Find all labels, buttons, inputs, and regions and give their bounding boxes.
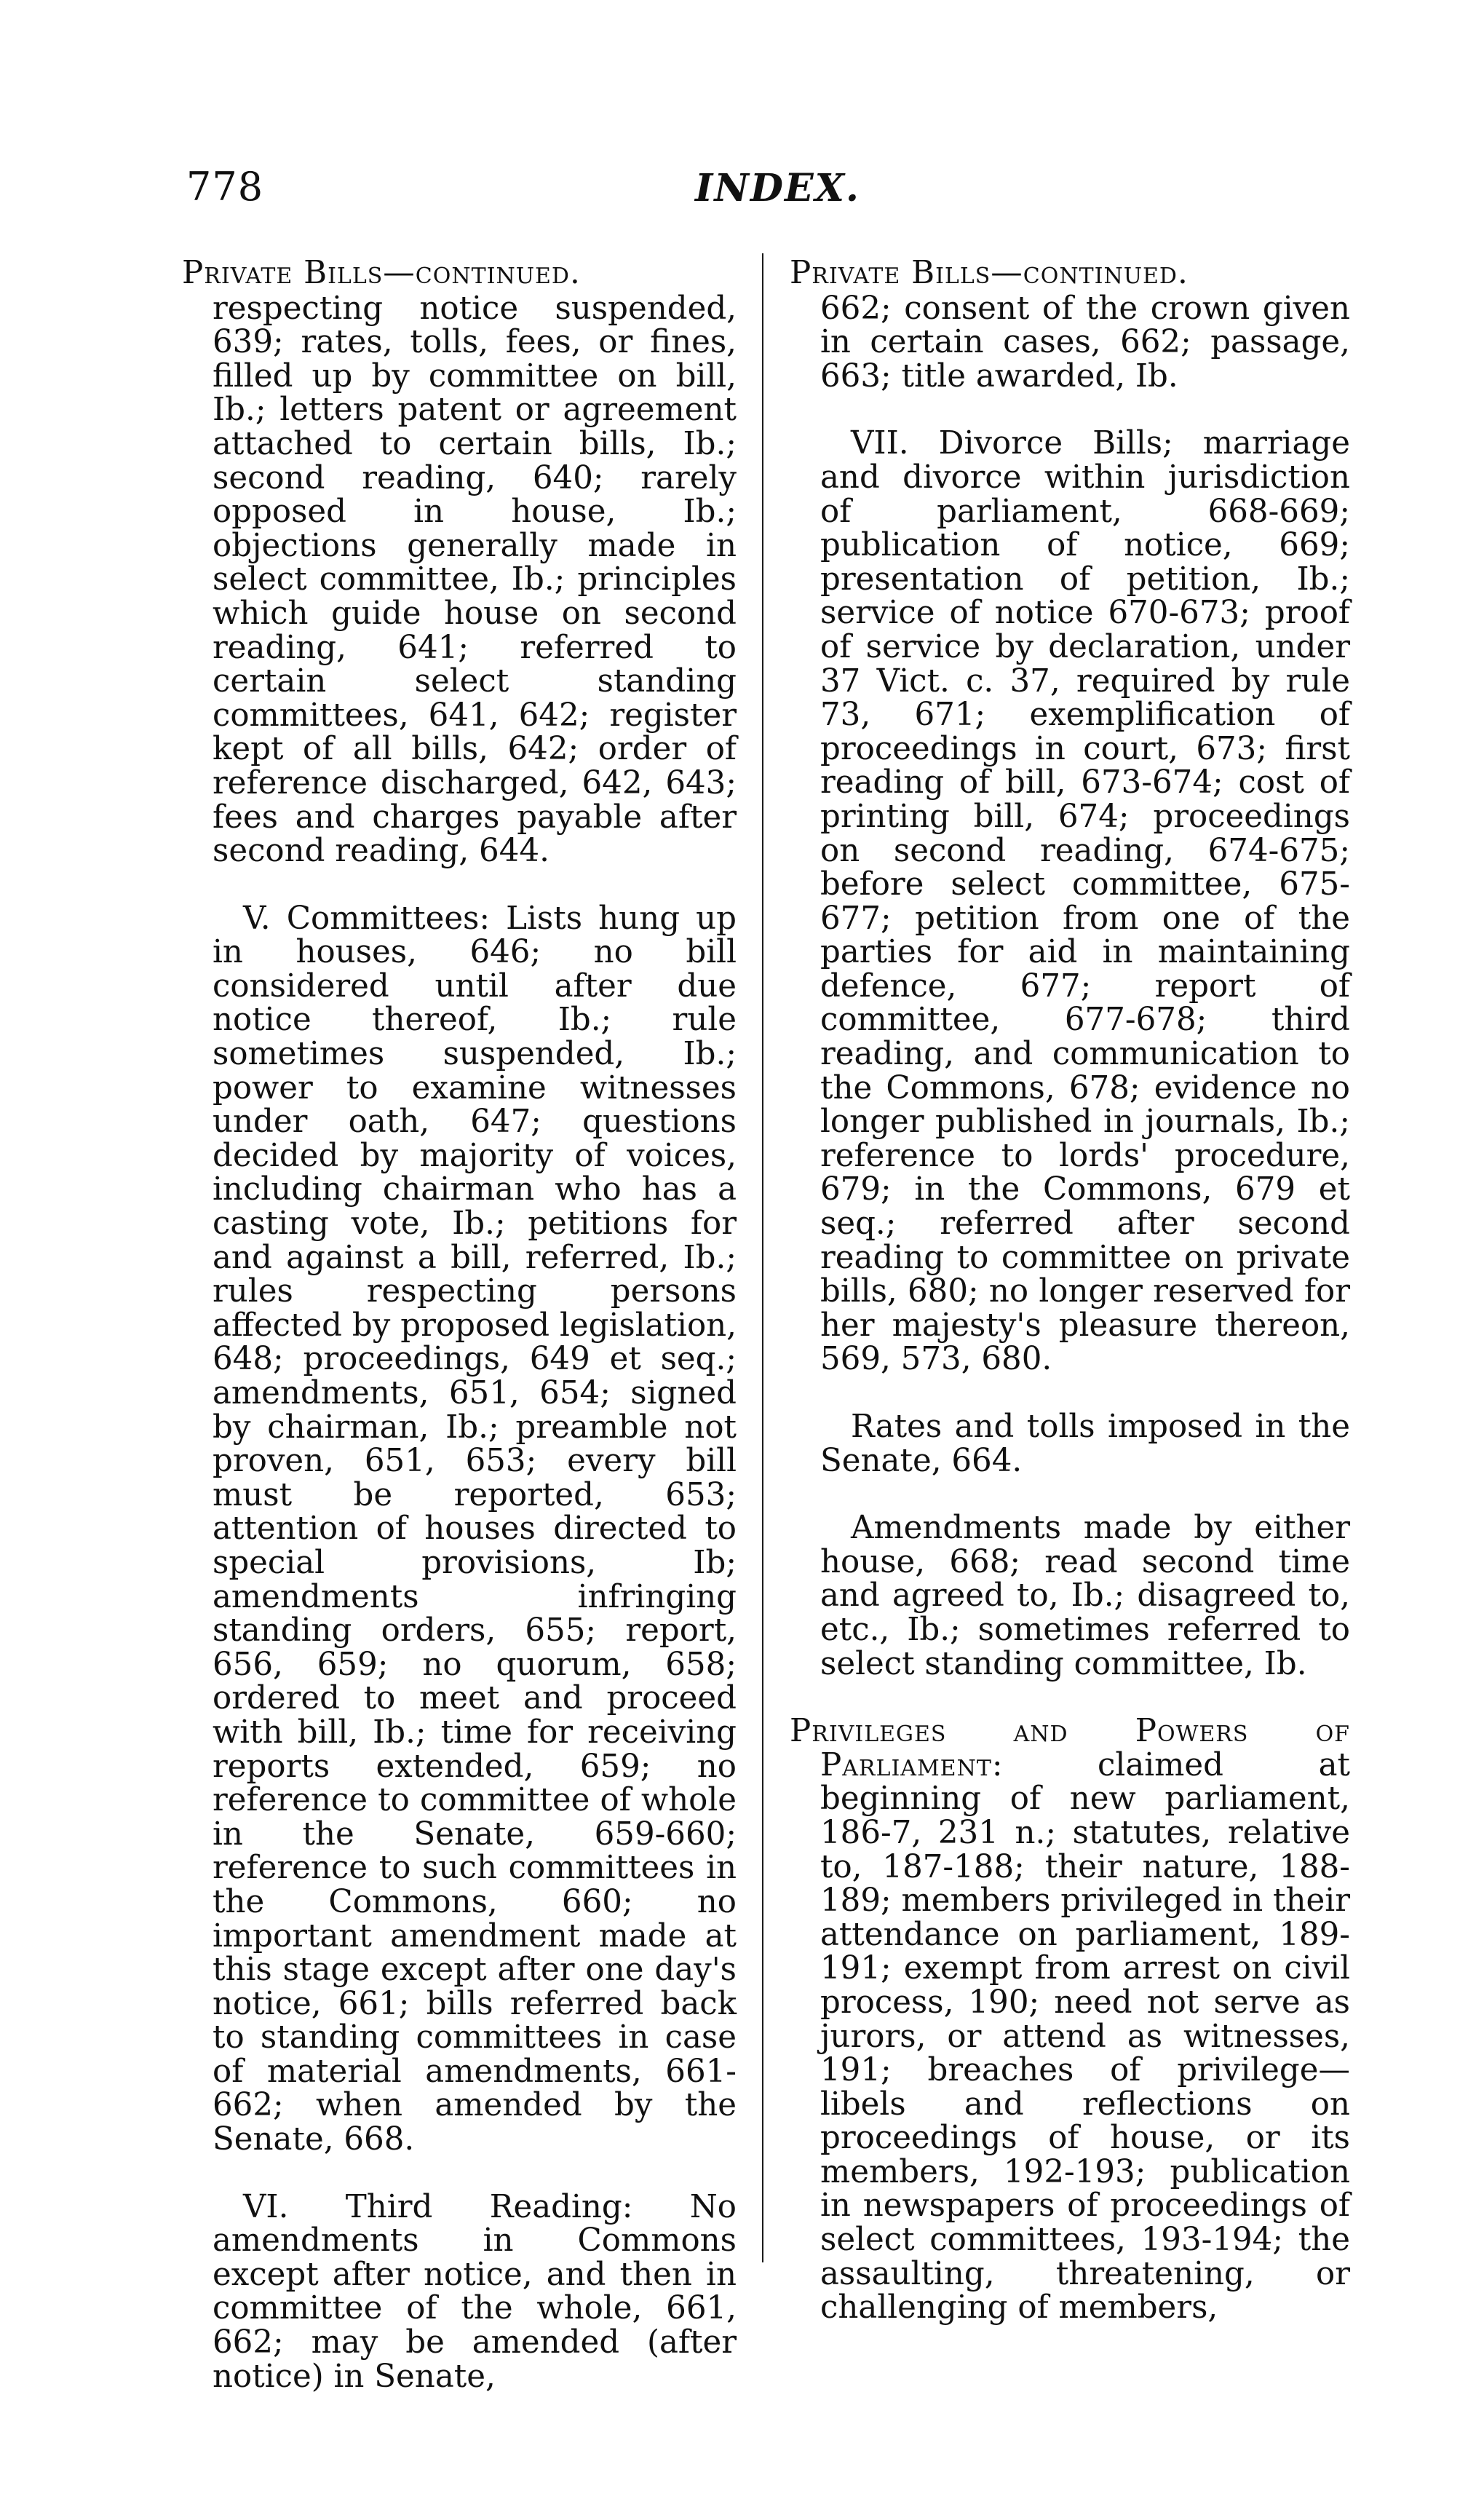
paragraph-gap [790,1681,1350,1714]
right-entry-rates-tolls: Rates and tolls imposed in the Senate, 664. [820,1409,1350,1479]
left-entry-notice-and-reading: respecting notice suspended, 639; rates, tolls, fees, or fines, filled up by committee on bill, Ib.; letters patent or agreement attached to certain bills, Ib.; second reading, 640; rarely opposed in house, Ib.; objections generally made in select committee, Ib.; principles which guide house on second reading, 641; referred to certain select standing committees, 641, 642; register kept of all bills, 642; order of reference discharged, 642, 643; fees and charges payable after second reading, 644. [213,290,737,870]
paragraph-gap [182,868,737,902]
right-entry-passage: 662; consent of the crown given in certain cases, 662; passage, 663; title awarded, Ib. [820,290,1350,395]
paragraph-gap [182,2157,737,2190]
right-entry-amendments: Amendments made by either house, 668; read second time and agreed to, Ib.; disagreed to, etc., Ib.; sometimes referred to select standing committee, Ib. [820,1510,1350,1682]
paragraph-gap [790,1377,1350,1410]
right-column [790,256,1350,2325]
left-entry-committees: V. Committees: Lists hung up in houses, 646; no bill considered until after due notice thereof, Ib.; rule sometimes suspended, Ib.; power to examine witnesses under oath, 647; questions decided by majority of voices, including chairman who has a casting vote, Ib.; petitions for and against a bill, referred, Ib.; rules respecting persons affected by proposed legislation, 648; proceedings, 649 et seq.; amendments, 651, 654; signed by chairman, Ib.; preamble not proven, 651, 653; every bill must be reported, 653; attention of houses directed to special provisions, Ib; amendments infringing standing orders, 655; report, 656, 659; no quorum, 658; ordered to meet and proceed with bill, Ib.; time for receiving reports extended, 659; no reference to committee of whole in the Senate, 659-660; reference to such committees in the Commons, 660; no important amendment made at this stage except after one day's notice, 661; bills referred back to standing committees in case of material amendments, 661-662; when amended by the Senate, 668. [213,900,737,2158]
column-divider [762,253,763,2262]
left-entry-third-reading: VI. Third Reading: No amendments in Commons except after notice, and then in committee of the whole, 661, 662; may be amended (after notice) in Senate, [213,2188,737,2395]
privileges-entry-text: : claimed at beginning of new parliament, 186-7, 231 n.; statutes, relative to, 187-188; their nature, 188-189; members privileged in their attendance on parliament, 189-191; exempt from arrest on civil process, 190; need not serve as jurors, or attend as witnesses, 191; breaches of privilege—libels and reflections on proceedings of house, or its members, 192-193; publication in newspapers of proceedings of select committees, 193-194; the assaulting, threatening, or challenging of members, [820,1746,1350,2326]
privileges-entry-heading: Privileges and Powers of Parliament [790,1713,1350,1783]
paragraph-gap [790,1478,1350,1511]
page-number: 778 [186,164,264,210]
left-column-heading: Private Bills—continued. [182,255,581,291]
right-entry-privileges [790,1714,1350,2325]
paragraph-gap [790,393,1350,427]
right-entry-divorce-bills: VII. Divorce Bills; marriage and divorce within jurisdiction of parliament, 668-669; publication of notice, 669; presentation of petition, Ib.; service of notice 670-673; proof of service by declaration, under 37 Vict. c. 37, required by rule 73, 671; exemplification of proceedings in court, 673; first reading of bill, 673-674; cost of printing bill, 674; proceedings on second reading, 674-675; before select committee, 675-677; petition from one of the parties for aid in maintaining defence, 677; report of committee, 677-678; third reading, and communication to the Commons, 678; evidence no longer published in journals, Ib.; reference to lords' procedure, 679; in the Commons, 679 et seq.; referred after second reading to committee on private bills, 680; no longer reserved for her majesty's pleasure thereon, 569, 573, 680. [820,425,1350,1378]
left-column [182,256,737,2393]
running-head: INDEX. [695,166,861,210]
right-column-heading: Private Bills—continued. [790,255,1189,291]
